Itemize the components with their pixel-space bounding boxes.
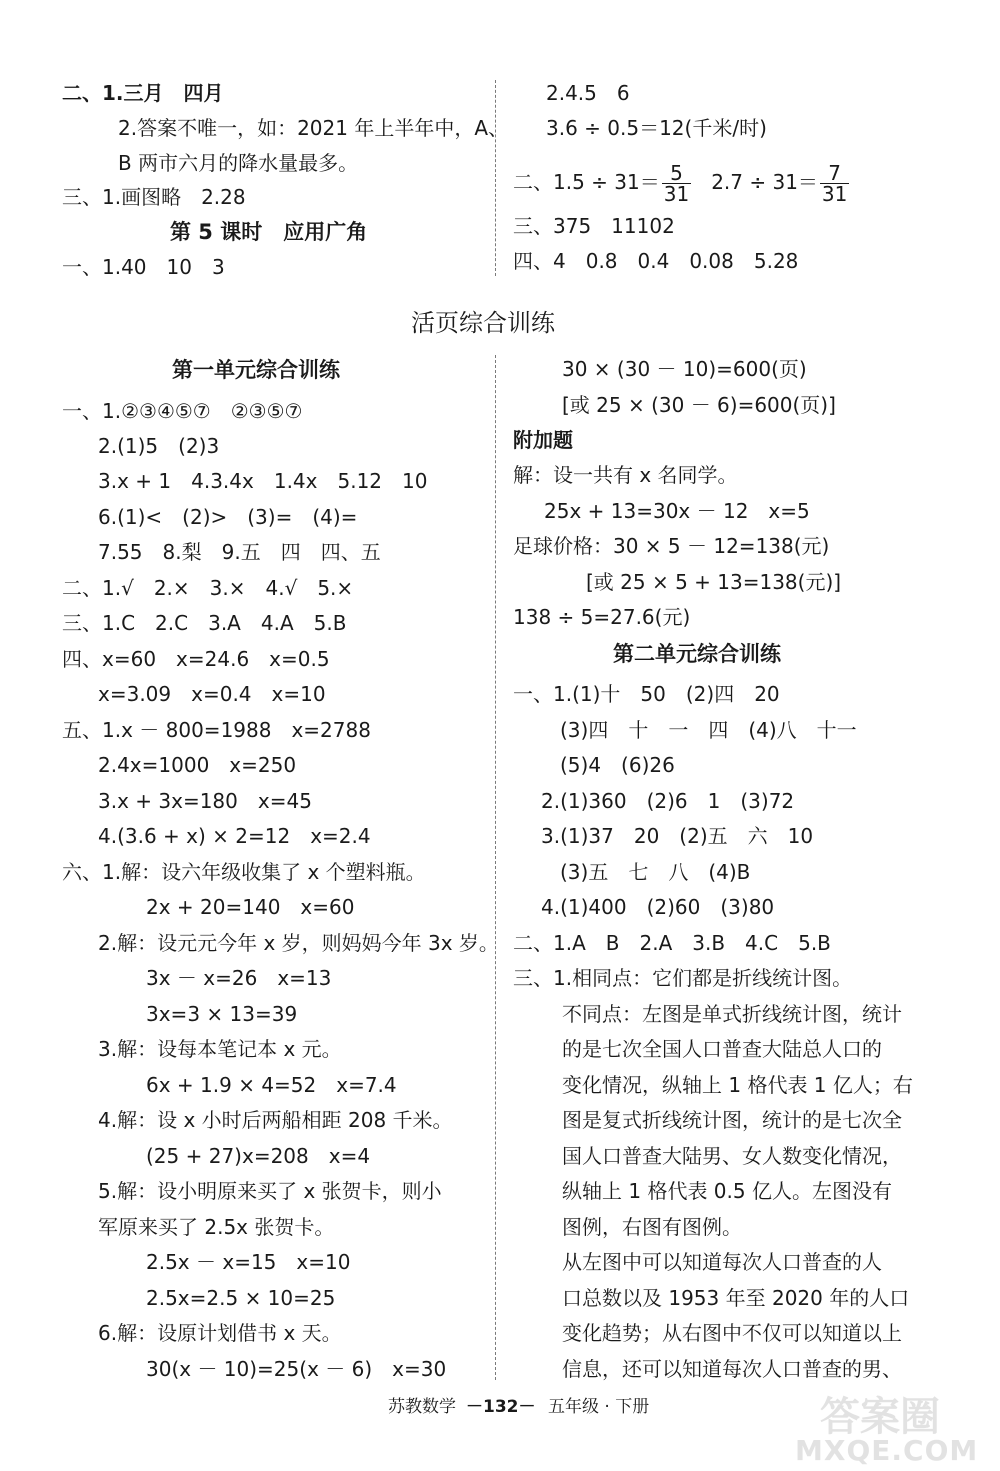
right-line: 从左图中可以知道每次人口普查的人 [562,1250,882,1274]
right-line: 的是七次全国人口普查大陆总人口的 [562,1037,882,1061]
fraction-5-31 [662,163,691,204]
section-title: 活页综合训练 [411,309,555,337]
top-left-line-4: 三、1.画图略 2.28 [62,185,246,209]
right-line: 国人口普查大陆男、女人数变化情况， [562,1144,902,1168]
left-line: 军原来买了 2.5x 张贺卡。 [98,1215,335,1239]
fraction-7-31 [820,163,849,204]
watermark-url: MXQE.COM [795,1434,979,1467]
right-line: 25x + 13=30x － 12 x=5 [544,499,810,523]
right-line: 信息，还可以知道每次人口普查的男、 [562,1357,902,1381]
left-line: 6.解：设原计划借书 x 天。 [98,1321,342,1345]
column-separator-main [495,355,496,1380]
right-line: 138 ÷ 5=27.6(元) [513,605,691,629]
unit-two-heading: 第二单元综合训练 [613,642,781,666]
left-line: 三、1.C 2.C 3.A 4.A 5.B [62,611,347,635]
page-number: －132－ [466,1397,536,1417]
right-line: (3)五 七 八 (4)B [560,860,751,884]
left-line: 2.5x － x=15 x=10 [146,1250,351,1274]
top-left-line-1: 二、1.三月 四月 [62,81,224,105]
left-line: 2.4x=1000 x=250 [98,753,297,777]
unit-one-heading: 第一单元综合训练 [172,358,340,382]
right-line: 足球价格：30 × 5 － 12=138(元) [513,534,830,558]
right-line: 30 × (30 － 10)=600(页) [562,357,807,381]
left-line: 3x=3 × 13=39 [146,1002,298,1026]
right-line: 4.(1)400 (2)60 (3)80 [541,895,775,919]
footer-grade: 五年级 · 下册 [548,1397,650,1417]
right-line: 纵轴上 1 格代表 0.5 亿人。左图没有 [562,1179,892,1203]
top-left-line-2: 2.答案不唯一，如：2021 年上半年中，A、 [118,116,509,140]
top-right-line-1: 2.4.5 6 [546,81,630,105]
right-line: 不同点：左图是单式折线统计图，统计 [562,1002,902,1026]
top-left-line-3: B 两市六月的降水量最多。 [118,151,359,175]
left-line: 3.x + 1 4.3.4x 1.4x 5.12 10 [98,469,428,493]
right-line: 一、1.(1)十 50 (2)四 20 [513,682,780,706]
right-line: 2.(1)360 (2)6 1 (3)72 [541,789,795,813]
left-line: 二、1.√ 2.× 3.× 4.√ 5.× [62,576,354,600]
left-line: 一、1.②③④⑤⑦ ②③⑤⑦ [62,399,303,423]
left-line: 30(x － 10)=25(x － 6) x=30 [146,1357,447,1381]
footer-subject: 苏教数学 [388,1397,456,1417]
top-right-line-5: 四、4 0.8 0.4 0.08 5.28 [513,249,799,273]
right-line: (5)4 (6)26 [560,753,675,777]
right-line: 三、1.相同点：它们都是折线统计图。 [513,966,853,990]
fraction-numerator: 5 [662,163,691,184]
right-line: 图是复式折线统计图，统计的是七次全 [562,1108,902,1132]
top-right-line-3 [513,160,851,204]
fraction-denominator: 31 [821,182,848,206]
left-line: 3.x + 3x=180 x=45 [98,789,312,813]
left-line: 六、1.解：设六年级收集了 x 个塑料瓶。 [62,860,426,884]
left-line: 3.解：设每本笔记本 x 元。 [98,1037,342,1061]
fraction-numerator: 7 [820,163,849,184]
right-line: 解：设一共有 x 名同学。 [513,463,738,487]
left-line: 四、x=60 x=24.6 x=0.5 [62,647,330,671]
right-line: [或 25 × (30 － 6)=600(页)] [562,393,836,417]
right-line: 图例，右图有图例。 [562,1215,742,1239]
top-right-line-2: 3.6 ÷ 0.5＝12(千米/时) [546,116,767,140]
right-line: 口总数以及 1953 年至 2020 年的人口 [562,1286,910,1310]
left-line: 6x + 1.9 × 4=52 x=7.4 [146,1073,397,1097]
left-line: 2.(1)5 (2)3 [98,434,220,458]
top-left-line-6: 一、1.40 10 3 [62,255,225,279]
right-line: 二、1.A B 2.A 3.B 4.C 5.B [513,931,831,955]
right-line: (3)四 十 一 四 (4)八 十一 [560,718,857,742]
left-line: x=3.09 x=0.4 x=10 [98,682,326,706]
left-line: 2.解：设元元今年 x 岁，则妈妈今年 3x 岁。 [98,931,499,955]
left-line: 五、1.x － 800=1988 x=2788 [62,718,371,742]
division-answer-2: 2.7 ÷ 31＝ [711,170,818,194]
right-line: 变化情况，纵轴上 1 格代表 1 亿人；右 [562,1073,913,1097]
right-line: 变化趋势；从右图中不仅可以知道以上 [562,1321,902,1345]
right-line: 3.(1)37 20 (2)五 六 10 [541,824,814,848]
bonus-heading: 附加题 [513,428,573,452]
division-answer-1: 二、1.5 ÷ 31＝ [513,170,660,194]
left-line: 2.5x=2.5 × 10=25 [146,1286,336,1310]
left-line: 4.解：设 x 小时后两船相距 208 千米。 [98,1108,453,1132]
left-line: 7.55 8.梨 9.五 四 四、五 [98,540,381,564]
column-separator-top [495,80,496,276]
fraction-denominator: 31 [663,182,690,206]
top-right-line-4: 三、375 11102 [513,214,675,238]
left-line: 2x + 20=140 x=60 [146,895,355,919]
watermark-logo: 答案圈 [820,1394,940,1440]
right-line: [或 25 × 5 + 13=138(元)] [586,570,842,594]
left-line: 3x － x=26 x=13 [146,966,332,990]
lesson-heading: 第 5 课时 应用广角 [170,220,368,244]
left-line: 6.(1)< (2)> (3)= (4)= [98,505,358,529]
left-line: 5.解：设小明原来买了 x 张贺卡，则小 [98,1179,442,1203]
left-line: (25 + 27)x=208 x=4 [146,1144,371,1168]
left-line: 4.(3.6 + x) × 2=12 x=2.4 [98,824,371,848]
